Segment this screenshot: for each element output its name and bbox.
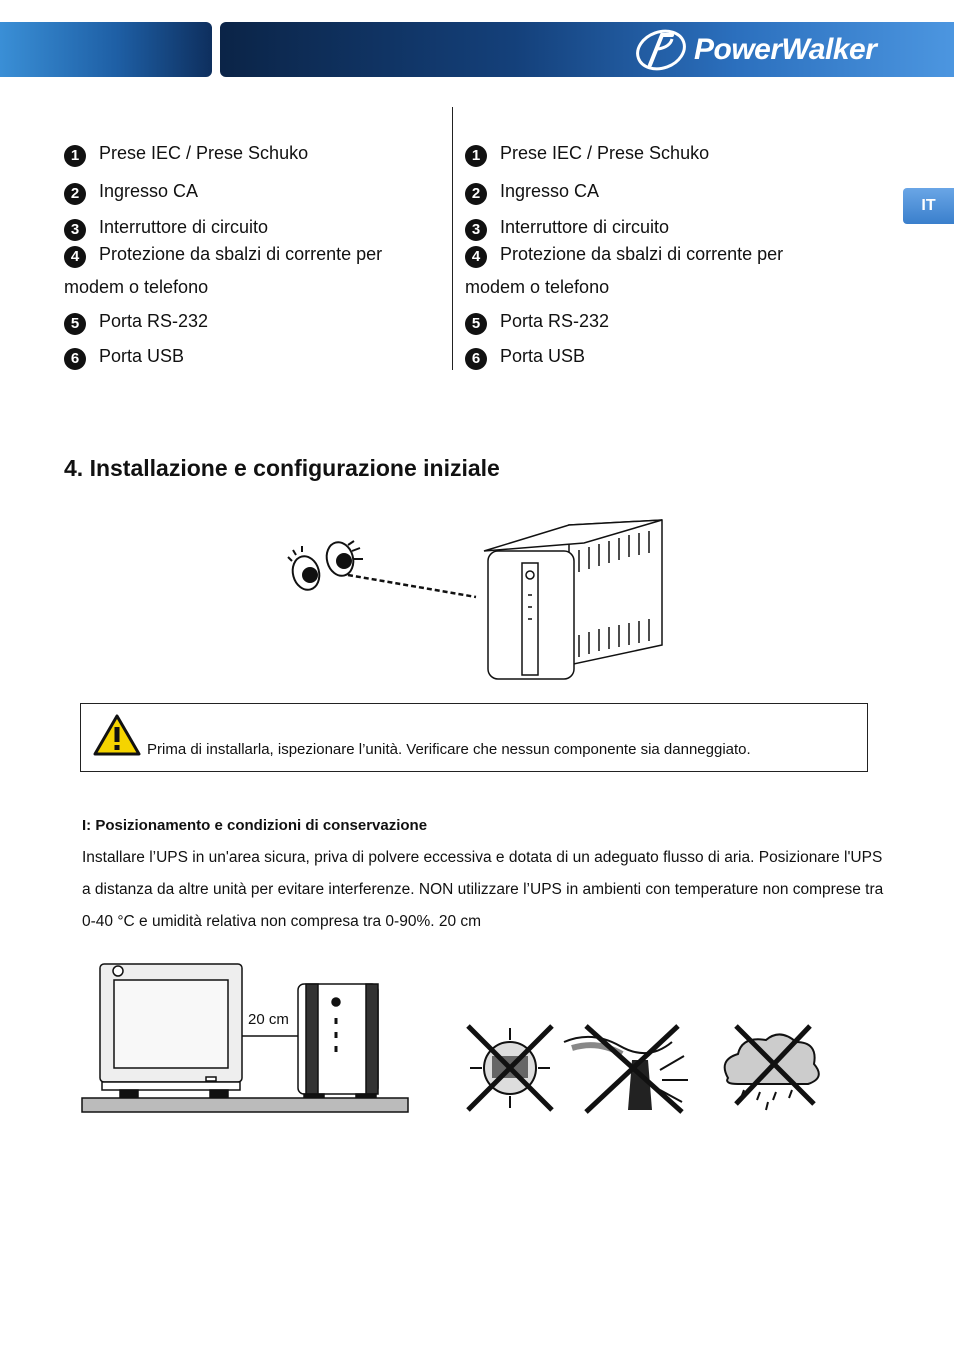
number-badge: 6	[465, 348, 487, 370]
legend-label: Interruttore di circuito	[99, 217, 269, 237]
number-badge: 5	[64, 313, 86, 335]
number-badge: 3	[64, 219, 86, 241]
warning-triangle-icon	[93, 714, 141, 756]
legend-label: Porta RS-232	[99, 311, 209, 331]
legend-label: Porta USB	[99, 346, 185, 366]
ups-tower-icon	[298, 984, 378, 1100]
legend-label: Prese IEC / Prese Schuko	[99, 143, 309, 163]
number-badge: 4	[64, 246, 86, 268]
legend-item	[64, 311, 208, 335]
eyes-icon	[288, 539, 363, 593]
warning-text: Prima di installarla, ispezionare l’unità. Verificare che nessun componente sia danneggiato.	[147, 741, 751, 758]
subsection-title: I: Posizionamento e condizioni di conservazione	[82, 817, 428, 834]
clearance-illustration	[80, 960, 412, 1116]
legend-item	[465, 311, 609, 335]
sight-line	[348, 575, 476, 597]
number-badge: 2	[465, 183, 487, 205]
inspect-ups-illustration	[284, 515, 674, 685]
legend-label: Ingresso CA	[99, 181, 199, 201]
legend-label: Ingresso CA	[500, 181, 600, 201]
number-badge: 3	[465, 219, 487, 241]
legend-continuation: modem o telefono	[64, 277, 209, 297]
legend-item	[64, 217, 268, 241]
legend-item	[465, 181, 599, 205]
no-direct-sun-icon	[462, 1020, 558, 1116]
legend-item	[64, 244, 382, 268]
number-badge: 1	[465, 145, 487, 167]
number-badge: 4	[465, 246, 487, 268]
legend-item	[465, 143, 709, 167]
legend-item	[465, 217, 669, 241]
no-rain-humidity-icon	[714, 1020, 828, 1116]
positioning-paragraph: Installare l’UPS in un'area sicura, priva di polvere eccessiva e dotata di un adeguato flusso di aria. Posizionare l'UPS a distanza da altre unità per evitare interferenze. NON utilizzare l’UPS in ambienti con temperature non comprese tra 0-40 °C e umidità relativa non compresa tra 0-90%. 20 cm	[82, 849, 884, 930]
legend-label: Prese IEC / Prese Schuko	[500, 143, 710, 163]
shelf	[82, 1098, 408, 1112]
legend-label: Porta USB	[500, 346, 586, 366]
legend-item	[64, 143, 308, 167]
language-tab[interactable]: IT	[903, 188, 954, 224]
legend-continuation: modem o telefono	[465, 277, 610, 297]
distance-label: 20 cm	[248, 1011, 289, 1028]
no-fire-heat-icon	[562, 1020, 692, 1116]
legend-item	[64, 346, 184, 370]
legend-label: Interruttore di circuito	[500, 217, 670, 237]
number-badge: 2	[64, 183, 86, 205]
legend-item	[64, 181, 198, 205]
legend-label: Protezione da sbalzi di corrente per	[99, 244, 383, 264]
number-badge: 5	[465, 313, 487, 335]
column-divider	[452, 107, 453, 370]
legend-item	[465, 346, 585, 370]
warning-box	[80, 703, 868, 772]
ups-unit-icon	[484, 520, 662, 679]
header-left-bar	[0, 22, 212, 77]
brand-name: PowerWalker	[694, 33, 877, 66]
powerwalker-logo-icon	[632, 27, 690, 73]
legend-label: Protezione da sbalzi di corrente per	[500, 244, 784, 264]
number-badge: 1	[64, 145, 86, 167]
number-badge: 6	[64, 348, 86, 370]
legend-item	[465, 244, 783, 268]
legend-label: Porta RS-232	[500, 311, 610, 331]
section-title: 4. Installazione e configurazione iniziale	[64, 455, 500, 481]
monitor-icon	[100, 964, 242, 1098]
brand-logo	[632, 26, 942, 74]
